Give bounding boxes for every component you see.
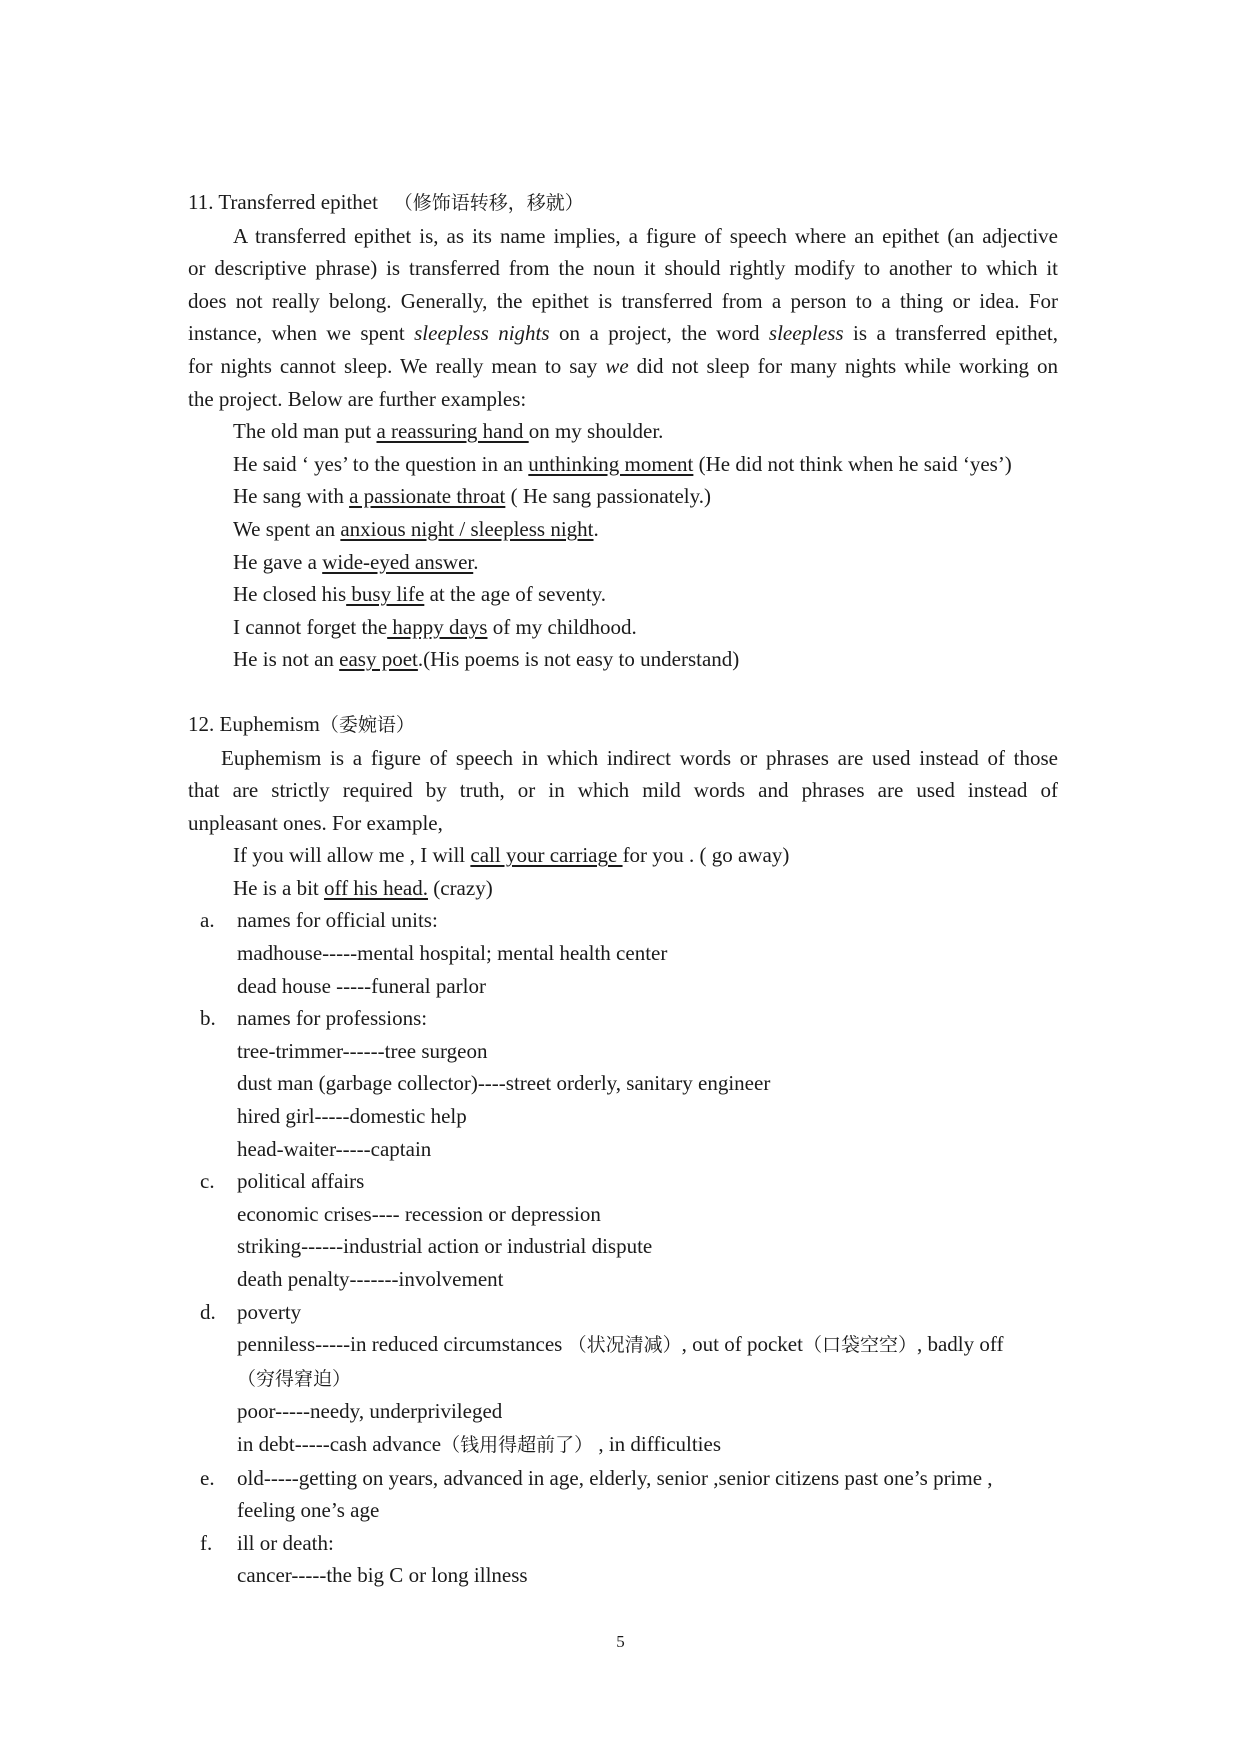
list-item-b: b. names for professions: xyxy=(200,1006,428,1031)
example-sentence: If you will allow me , I will call your carriage for you . ( go away) xyxy=(233,843,790,868)
list-subitem: poor-----needy, underprivileged xyxy=(237,1399,503,1424)
section-12-heading: 12. Euphemism（委婉语） xyxy=(188,711,415,736)
page-number: 5 xyxy=(616,1632,625,1651)
list-subitem: madhouse-----mental hospital; mental health center xyxy=(237,941,668,966)
section-spacer xyxy=(188,676,1058,708)
s11-paragraph-line: does not really belong. Generally, the epithet is transferred from a person to a thing or idea. For xyxy=(188,288,1058,313)
list-subitem: dead house -----funeral parlor xyxy=(237,973,486,998)
list-subitem: cancer-----the big C or long illness xyxy=(237,1563,528,1588)
example-sentence: He gave a wide-eyed answer. xyxy=(233,549,479,574)
list-item-e: e. old-----getting on years, advanced in age, elderly, senior ,senior citizens past one’s prime , xyxy=(200,1465,993,1490)
example-sentence: He closed his busy life at the age of seventy. xyxy=(233,582,607,607)
example-sentence: We spent an anxious night / sleepless night. xyxy=(233,516,599,541)
list-subitem: dust man (garbage collector)----street orderly, sanitary engineer xyxy=(237,1071,771,1096)
s12-paragraph-line: Euphemism is a figure of speech in which indirect words or phrases are used instead of those xyxy=(221,745,1058,770)
list-item-c: c. political affairs xyxy=(200,1169,365,1194)
s11-paragraph-line: or descriptive phrase) is transferred from the noun it should rightly modify to another to which it xyxy=(188,256,1058,281)
example-sentence: The old man put a reassuring hand on my shoulder. xyxy=(233,419,664,444)
list-subitem: striking------industrial action or industrial dispute xyxy=(237,1234,653,1259)
s11-paragraph-line: the project. Below are further examples: xyxy=(188,386,527,411)
document-body xyxy=(188,186,1058,1592)
s11-paragraph-line: for nights cannot sleep. We really mean to say we did not sleep for many nights while working on xyxy=(188,353,1059,378)
example-sentence: He sang with a passionate throat ( He sang passionately.) xyxy=(233,484,712,509)
list-subitem: economic crises---- recession or depression xyxy=(237,1201,601,1226)
s11-paragraph-line: instance, when we spent sleepless nights on a project, the word sleepless is a transferred epithet, xyxy=(188,321,1058,346)
example-sentence: I cannot forget the happy days of my childhood. xyxy=(233,614,637,639)
list-subitem: death penalty-------involvement xyxy=(237,1267,504,1291)
list-subitem: head-waiter-----captain xyxy=(237,1136,432,1161)
list-subitem: feeling one’s age xyxy=(237,1498,380,1523)
list-item-a: a. names for official units: xyxy=(200,908,438,933)
list-subitem: penniless-----in reduced circumstances （状况清减）, out of pocket（口袋空空）, badly off xyxy=(237,1332,1004,1357)
s12-paragraph-line: unpleasant ones. For example, xyxy=(188,810,443,835)
section-11-heading: 11. Transferred epithet （修饰语转移，移就） xyxy=(188,190,584,214)
example-sentence: He is not an easy poet.(His poems is not easy to understand) xyxy=(233,647,740,672)
list-subitem: tree-trimmer------tree surgeon xyxy=(237,1038,488,1063)
s11-paragraph-line: A transferred epithet is, as its name implies, a figure of speech where an epithet (an adjective xyxy=(233,223,1058,248)
list-subitem: （穷得窘迫） xyxy=(237,1367,352,1390)
list-item-f: f. ill or death: xyxy=(200,1530,334,1555)
example-sentence: He said ‘ yes’ to the question in an unthinking moment (He did not think when he said ‘yes’) xyxy=(233,451,1012,476)
example-sentence: He is a bit off his head. (crazy) xyxy=(233,875,493,900)
list-item-d: d. poverty xyxy=(200,1299,302,1324)
list-subitem: hired girl-----domestic help xyxy=(237,1104,467,1129)
s12-paragraph-line: that are strictly required by truth, or in which mild words and phrases are used instead of xyxy=(188,778,1058,803)
list-subitem: in debt-----cash advance（钱用得超前了） , in difficulties xyxy=(237,1431,722,1456)
